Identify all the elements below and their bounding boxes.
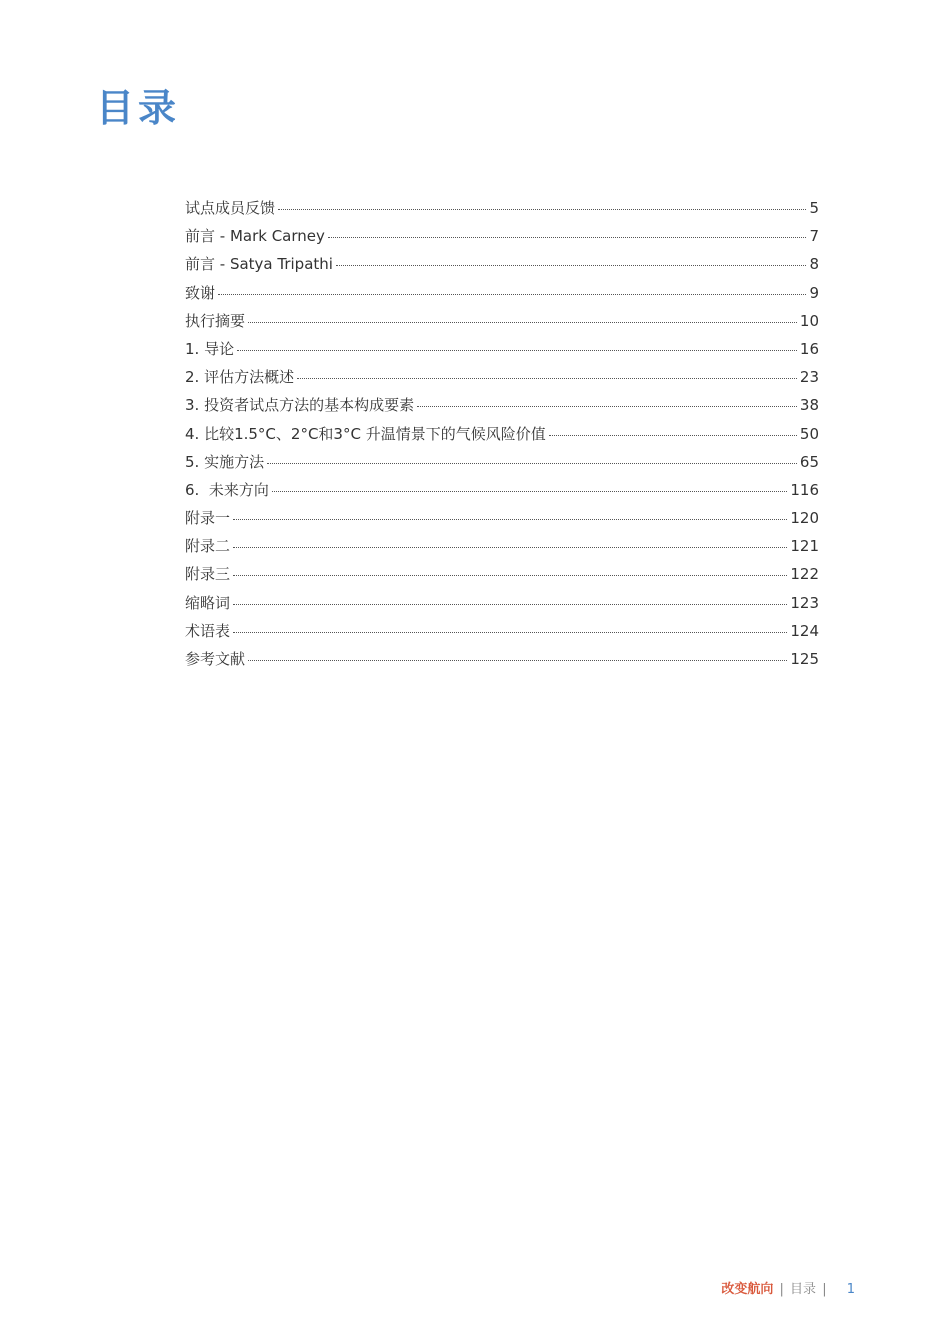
toc-entry-page: 7 (809, 227, 819, 246)
footer-page-number: 1 (846, 1282, 855, 1297)
toc-entry-page: 50 (799, 424, 819, 443)
toc-entry[interactable] (185, 507, 819, 535)
toc-entry-page: 8 (809, 255, 819, 274)
toc-entry-page: 10 (799, 311, 819, 330)
toc-entry-page: 5 (809, 199, 819, 217)
toc-dot-leader (248, 660, 787, 661)
toc-dot-leader (233, 632, 787, 633)
toc-entry[interactable] (185, 620, 819, 648)
toc-entry-title: 附录二 (185, 537, 231, 556)
toc-entry-title: 附录三 (185, 565, 231, 584)
toc-entry-title: 4. 比较1.5°C、2°C和3°C 升温情景下的气候风险价值 (185, 424, 546, 443)
toc-entry[interactable] (185, 338, 819, 366)
toc-entry-page: 116 (790, 480, 819, 499)
toc-entry[interactable] (185, 225, 819, 253)
toc-entry-title: 执行摘要 (185, 311, 246, 330)
page-title: 目录 (96, 86, 181, 130)
toc-dot-leader (328, 237, 807, 238)
toc-entry[interactable] (185, 563, 819, 591)
footer-separator: | (822, 1282, 827, 1297)
toc-dot-leader (237, 350, 797, 351)
toc-dot-leader (278, 209, 806, 210)
toc-entry-page: 65 (799, 452, 819, 471)
toc-entry[interactable] (185, 394, 819, 422)
toc-entry-page: 122 (790, 565, 819, 584)
toc-entry[interactable] (185, 197, 819, 225)
toc-dot-leader (233, 519, 787, 520)
toc-entry-title: 参考文献 (185, 650, 246, 668)
footer-separator: | (779, 1282, 784, 1297)
toc-entry-page: 38 (799, 396, 819, 415)
toc-entry[interactable] (185, 423, 819, 451)
toc-entry-title: 3. 投资者试点方法的基本构成要素 (185, 396, 415, 415)
toc-entry-page: 23 (799, 368, 819, 387)
toc-entry-page: 123 (790, 593, 819, 612)
page-footer (721, 1278, 855, 1297)
footer-section-name: 目录 (790, 1282, 817, 1297)
toc-dot-leader (336, 265, 807, 266)
toc-entry-title: 试点成员反馈 (185, 199, 276, 217)
toc-entry[interactable] (185, 479, 819, 507)
footer-document-title: 改变航向 (721, 1282, 774, 1297)
toc-entry-page: 125 (790, 650, 819, 668)
table-of-contents (185, 197, 819, 676)
toc-dot-leader (233, 604, 787, 605)
toc-entry[interactable] (185, 366, 819, 394)
toc-entry-page: 121 (790, 537, 819, 556)
toc-entry-title: 前言 - Mark Carney (185, 227, 325, 246)
toc-entry-page: 120 (790, 509, 819, 528)
toc-entry-title: 前言 - Satya Tripathi (185, 255, 333, 274)
toc-dot-leader (248, 322, 797, 323)
toc-dot-leader (272, 491, 788, 492)
toc-entry-page: 124 (790, 621, 819, 640)
toc-entry-title: 附录一 (185, 509, 231, 528)
toc-entry[interactable] (185, 310, 819, 338)
toc-dot-leader (297, 378, 797, 379)
toc-entry-title: 5. 实施方法 (185, 452, 265, 471)
toc-dot-leader (267, 463, 797, 464)
toc-dot-leader (218, 294, 806, 295)
toc-entry[interactable] (185, 253, 819, 281)
toc-entry[interactable] (185, 535, 819, 563)
toc-entry-page: 9 (809, 283, 819, 302)
toc-dot-leader (233, 547, 787, 548)
toc-entry-title: 致谢 (185, 283, 216, 302)
toc-entry[interactable] (185, 648, 819, 676)
toc-entry[interactable] (185, 451, 819, 479)
toc-dot-leader (233, 575, 787, 576)
toc-entry-title: 2. 评估方法概述 (185, 368, 295, 387)
toc-dot-leader (549, 435, 797, 436)
toc-entry[interactable] (185, 592, 819, 620)
toc-entry-title: 术语表 (185, 621, 231, 640)
toc-entry-page: 16 (799, 339, 819, 358)
toc-dot-leader (417, 406, 797, 407)
toc-entry-title: 6. 未来方向 (185, 480, 269, 499)
toc-entry[interactable] (185, 282, 819, 310)
toc-entry-title: 缩略词 (185, 593, 231, 612)
toc-entry-title: 1. 导论 (185, 339, 235, 358)
